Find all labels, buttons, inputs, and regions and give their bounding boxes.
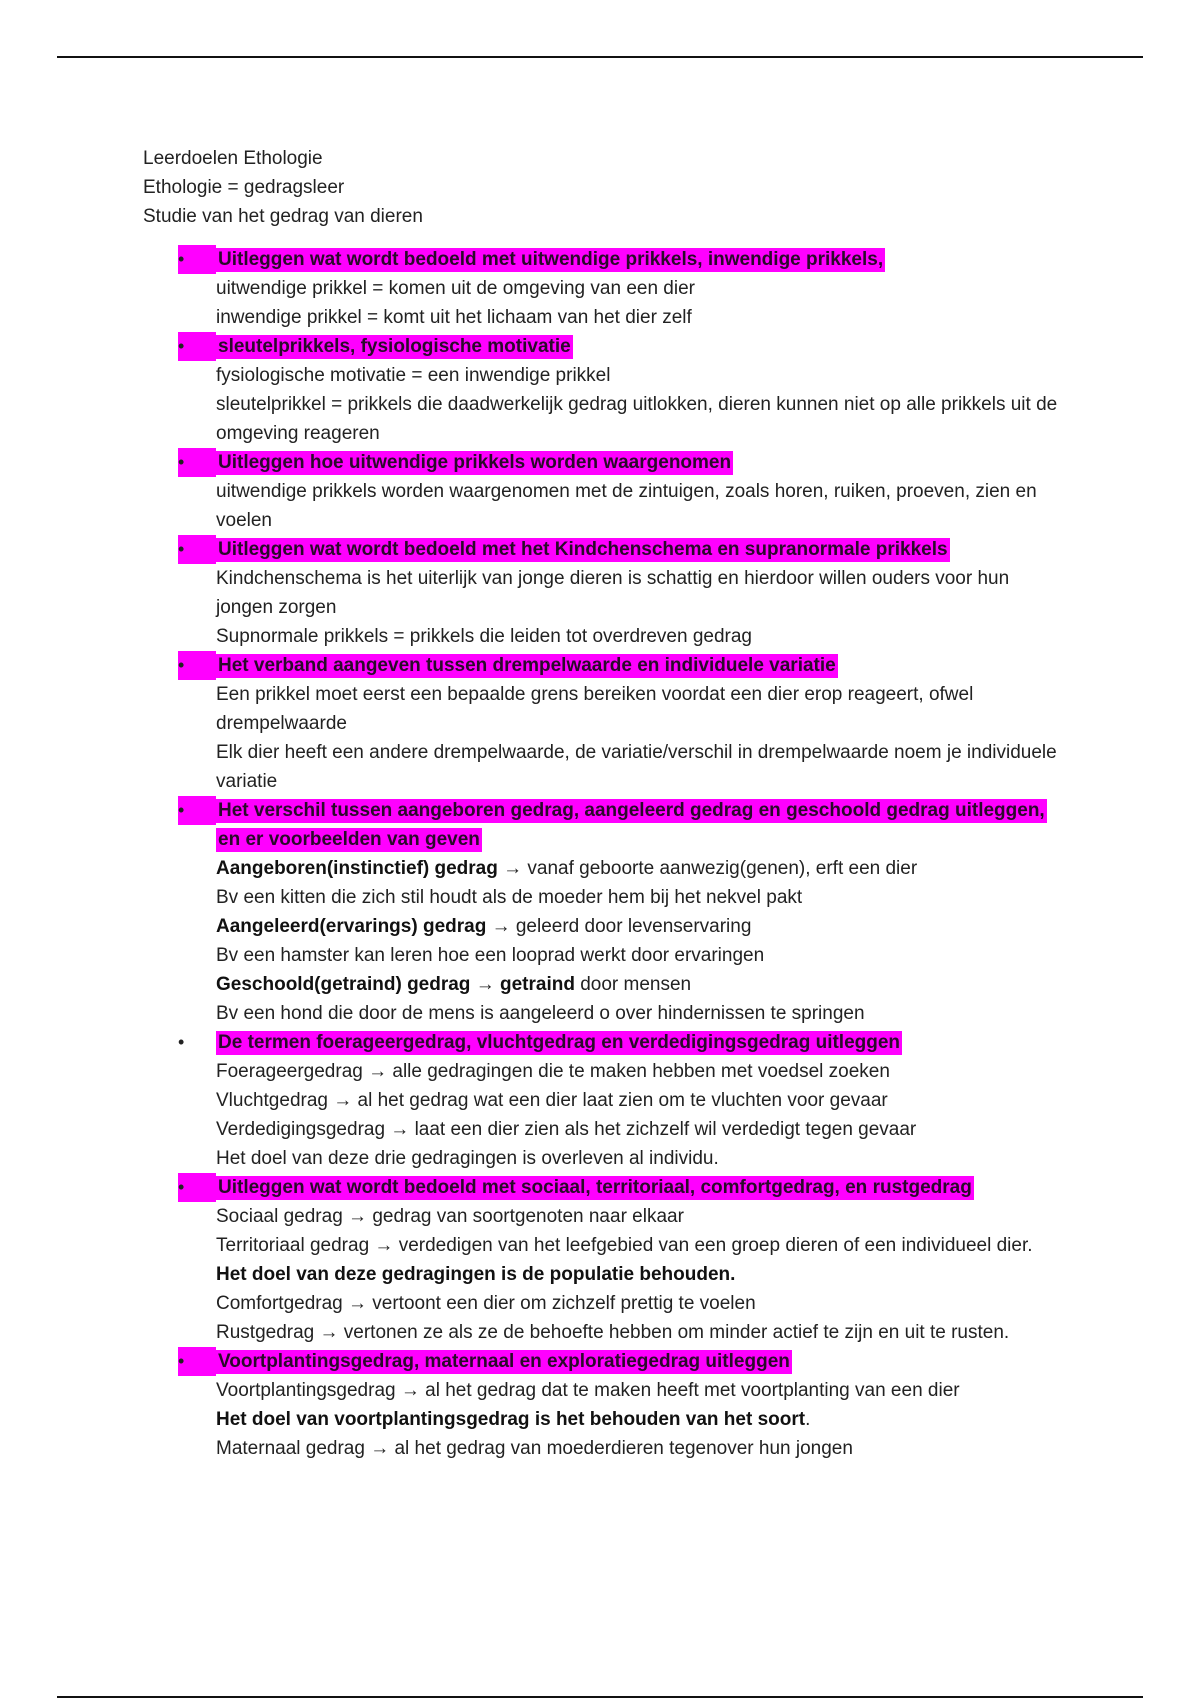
document-title: Leerdoelen Ethologie xyxy=(143,148,323,169)
definition-line: Studie van het gedrag van dieren xyxy=(143,206,423,227)
learning-goals-list xyxy=(178,245,1068,1463)
body-text: sleutelprikkel = prikkels die daadwerkelijk gedrag uitlokken, dieren kunnen niet op alle prikkels uit de omgeving reageren xyxy=(216,394,1058,444)
body-line xyxy=(216,912,1068,941)
body-line xyxy=(216,1202,1068,1231)
bold-term: Geschoold(getraind) gedrag xyxy=(216,974,471,995)
body-line xyxy=(216,477,1068,535)
bullet-icon: • xyxy=(178,448,216,477)
learning-goal-body xyxy=(216,854,1068,1028)
body-text: Elk dier heeft een andere drempelwaarde, de variatie/verschil in drempelwaarde noem je individuele variatie xyxy=(216,742,1057,792)
body-text: → geleerd door levenservaring xyxy=(486,916,752,937)
learning-goal-heading xyxy=(216,1173,1068,1202)
learning-goal-body xyxy=(216,564,1068,651)
body-text: . xyxy=(805,1409,811,1430)
bullet-icon: • xyxy=(178,332,216,361)
learning-goal-item xyxy=(178,796,1068,1028)
learning-goal-heading xyxy=(216,535,1068,564)
bullet-icon: • xyxy=(178,1032,185,1052)
learning-goal-heading xyxy=(216,245,1068,274)
highlighted-heading-text: Het verband aangeven tussen drempelwaarde en individuele variatie xyxy=(218,655,836,676)
highlighted-heading-text: Uitleggen wat wordt bedoeld met sociaal, territoriaal, comfortgedrag, en rustgedrag xyxy=(218,1177,972,1198)
body-text: Sociaal gedrag → gedrag van soortgenoten naar elkaar xyxy=(216,1206,684,1227)
bullet-icon: • xyxy=(178,1173,216,1202)
body-line xyxy=(216,564,1068,622)
learning-goal-item xyxy=(178,535,1068,651)
body-text: Foerageergedrag → alle gedragingen die te maken hebben met voedsel zoeken xyxy=(216,1061,890,1082)
body-line xyxy=(216,738,1068,796)
body-line xyxy=(216,390,1068,448)
body-text: Bv een hamster kan leren hoe een looprad werkt door ervaringen xyxy=(216,945,765,966)
bullet-icon: • xyxy=(178,796,216,825)
learning-goal-body xyxy=(216,1376,1068,1463)
body-line xyxy=(216,1057,1068,1086)
highlighted-heading-text: De termen foerageergedrag, vluchtgedrag en verdedigingsgedrag uitleggen xyxy=(218,1032,901,1053)
body-line xyxy=(216,970,1068,999)
highlighted-heading-text: Het verschil tussen aangeboren gedrag, aangeleerd gedrag en geschoold gedrag uitleggen, en er voorbeelden van geven xyxy=(218,800,1045,850)
body-text: Kindchenschema is het uiterlijk van jonge dieren is schattig en hierdoor willen ouders voor hun jongen zorgen xyxy=(216,568,1010,618)
body-text: Voortplantingsgedrag → al het gedrag dat te maken heeft met voortplanting van een dier xyxy=(216,1380,960,1401)
body-text: Een prikkel moet eerst een bepaalde grens bereiken voordat een dier erop reageert, ofwel drempelwaarde xyxy=(216,684,974,734)
learning-goal-body xyxy=(216,361,1068,448)
learning-goal-body xyxy=(216,680,1068,796)
highlighted-heading-text: sleutelprikkels, fysiologische motivatie xyxy=(218,336,571,357)
bullet-icon: • xyxy=(178,1347,216,1376)
body-text: door mensen xyxy=(574,974,692,995)
body-line xyxy=(216,999,1068,1028)
body-text: Comfortgedrag → vertoont een dier om zichzelf prettig te voelen xyxy=(216,1293,756,1314)
body-line xyxy=(216,622,1068,651)
body-text: Territoriaal gedrag → verdedigen van het leefgebied van een groep dieren of een individueel dier. xyxy=(216,1235,1033,1256)
learning-goal-body xyxy=(216,477,1068,535)
bold-term: Aangeleerd(ervarings) gedrag xyxy=(216,916,487,937)
body-text: Supnormale prikkels = prikkels die leiden tot overdreven gedrag xyxy=(216,626,752,647)
learning-goal-heading xyxy=(216,1028,1068,1057)
body-line xyxy=(216,1144,1068,1173)
body-line xyxy=(216,1376,1068,1405)
definition-line: Ethologie = gedragsleer xyxy=(143,177,345,198)
highlighted-heading-text: Uitleggen hoe uitwendige prikkels worden waargenomen xyxy=(218,452,732,473)
learning-goal-body xyxy=(216,1202,1068,1347)
learning-goal-heading xyxy=(216,448,1068,477)
body-line xyxy=(216,303,1068,332)
learning-goal-item xyxy=(178,1347,1068,1463)
bullet-icon: • xyxy=(178,651,216,680)
learning-goal-heading xyxy=(216,332,1068,361)
body-text: Verdedigingsgedrag → laat een dier zien als het zichzelf wil verdedigt tegen gevaar xyxy=(216,1119,917,1140)
body-text: fysiologische motivatie = een inwendige prikkel xyxy=(216,365,611,386)
bold-term: Het doel van deze gedragingen is de populatie behouden. xyxy=(216,1264,736,1285)
body-line xyxy=(216,1260,1068,1289)
body-line xyxy=(216,1289,1068,1318)
highlighted-heading-text: Uitleggen wat wordt bedoeld met het Kindchenschema en supranormale prikkels xyxy=(218,539,948,560)
body-line xyxy=(216,883,1068,912)
footer-rule xyxy=(57,1696,1143,1698)
learning-goal-heading xyxy=(216,1347,1068,1376)
learning-goal-item xyxy=(178,1028,1068,1173)
highlighted-heading-text: Uitleggen wat wordt bedoeld met uitwendige prikkels, inwendige prikkels, xyxy=(218,249,884,270)
body-text: Vluchtgedrag → al het gedrag wat een dier laat zien om te vluchten voor gevaar xyxy=(216,1090,888,1111)
learning-goal-body xyxy=(216,274,1068,332)
body-text: → vanaf geboorte aanwezig(genen), erft een dier xyxy=(497,858,918,879)
body-line xyxy=(216,1434,1068,1463)
body-text: inwendige prikkel = komt uit het lichaam van het dier zelf xyxy=(216,307,692,328)
body-text: Bv een hond die door de mens is aangeleerd o over hindernissen te springen xyxy=(216,1003,865,1024)
body-line xyxy=(216,1231,1068,1260)
learning-goal-body xyxy=(216,1057,1068,1173)
body-line xyxy=(216,941,1068,970)
body-text: Het doel van deze drie gedragingen is overleven al individu. xyxy=(216,1148,719,1169)
body-line xyxy=(216,1086,1068,1115)
body-line xyxy=(216,1318,1068,1347)
body-text: Rustgedrag → vertonen ze als ze de behoefte hebben om minder actief te zijn en uit te rusten. xyxy=(216,1322,1010,1343)
body-line xyxy=(216,361,1068,390)
body-line xyxy=(216,1405,1068,1434)
body-text: Maternaal gedrag → al het gedrag van moederdieren tegenover hun jongen xyxy=(216,1438,853,1459)
body-line xyxy=(216,854,1068,883)
body-text: → xyxy=(470,974,500,995)
bullet-icon: • xyxy=(178,245,216,274)
body-line xyxy=(216,1115,1068,1144)
learning-goal-heading xyxy=(216,651,1068,680)
header-rule xyxy=(57,56,1143,58)
bold-term: Aangeboren(instinctief) gedrag xyxy=(216,858,498,879)
learning-goal-item xyxy=(178,448,1068,535)
intro-block xyxy=(143,144,423,231)
bold-term: Het doel van voortplantingsgedrag is het behouden van het soort xyxy=(216,1409,806,1430)
learning-goal-item xyxy=(178,651,1068,796)
bold-term: getraind xyxy=(499,974,575,995)
body-text: uitwendige prikkel = komen uit de omgeving van een dier xyxy=(216,278,695,299)
highlighted-heading-text: Voortplantingsgedrag, maternaal en exploratiegedrag uitleggen xyxy=(218,1351,790,1372)
learning-goal-item xyxy=(178,245,1068,332)
body-line xyxy=(216,274,1068,303)
bullet-icon: • xyxy=(178,535,216,564)
learning-goal-heading xyxy=(216,796,1068,854)
body-text: Bv een kitten die zich stil houdt als de moeder hem bij het nekvel pakt xyxy=(216,887,803,908)
learning-goal-item xyxy=(178,332,1068,448)
body-text: uitwendige prikkels worden waargenomen met de zintuigen, zoals horen, ruiken, proeven, zien en voelen xyxy=(216,481,1037,531)
learning-goal-item xyxy=(178,1173,1068,1347)
body-line xyxy=(216,680,1068,738)
